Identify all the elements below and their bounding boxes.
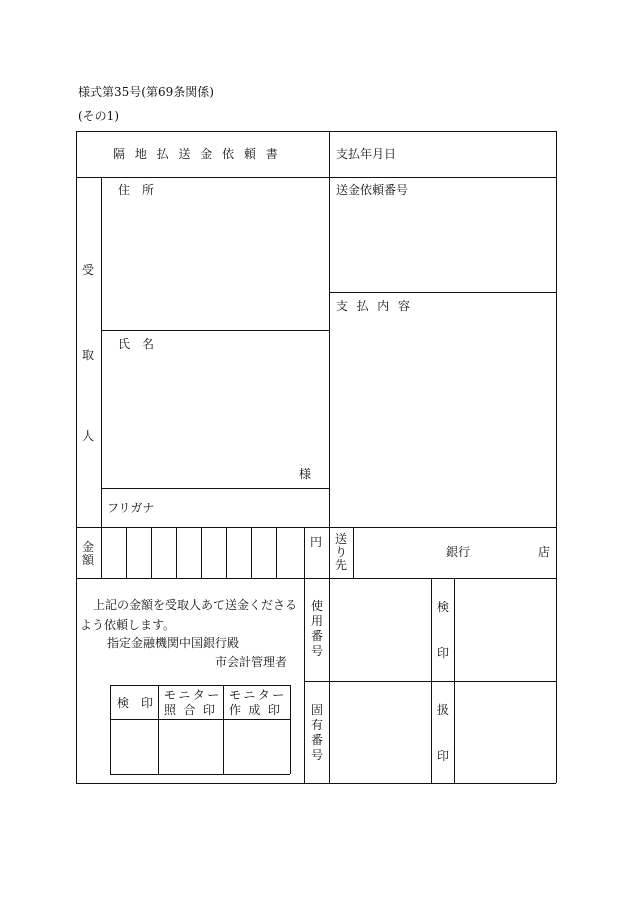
recipient-label-3: 人 xyxy=(81,429,94,443)
use-number-label-1: 使 xyxy=(310,599,323,613)
honorific: 様 xyxy=(299,467,312,481)
pay-date-label: 支払年月日 xyxy=(336,147,397,161)
seal-monitor-make-1: モニター xyxy=(229,688,287,702)
send-to-label-2: り xyxy=(334,545,347,559)
branch-label: 店 xyxy=(538,545,551,559)
bank-label: 銀行 xyxy=(446,545,471,559)
bank-addressee: 指定金融機関中国銀行殿 xyxy=(107,636,240,650)
seal-monitor-check-1: モニター xyxy=(164,688,222,702)
yen-label: 円 xyxy=(310,535,323,549)
remit-number-label: 送金依頼番号 xyxy=(336,183,409,197)
amount-label-1: 金 xyxy=(81,540,94,554)
fixed-number-label-3: 番 xyxy=(310,733,323,747)
use-number-label-4: 号 xyxy=(310,644,323,658)
atsukai-label-1: 扱 xyxy=(436,703,449,717)
recipient-label-1: 受 xyxy=(81,263,94,277)
request-line-2: よう依頼します。 xyxy=(80,618,176,632)
form-subtitle: (その1) xyxy=(78,109,119,123)
send-to-label-3: 先 xyxy=(334,558,347,572)
payment-content-label: 支 払 内 容 xyxy=(336,299,413,313)
fixed-number-label-1: 固 xyxy=(310,703,323,717)
kenin-label-1: 検 xyxy=(436,600,449,614)
fixed-number-label-4: 号 xyxy=(310,748,323,762)
use-number-label-2: 用 xyxy=(310,614,323,628)
treasurer: 市会計管理者 xyxy=(215,655,288,669)
recipient-label-2: 取 xyxy=(81,348,94,362)
furigana-label: フリガナ xyxy=(107,501,155,515)
kenin-label-2: 印 xyxy=(436,646,449,660)
use-number-label-3: 番 xyxy=(310,629,323,643)
form-number: 様式第35号(第69条関係) xyxy=(78,85,214,99)
atsukai-label-2: 印 xyxy=(436,749,449,763)
send-to-label-1: 送 xyxy=(334,532,347,546)
amount-label-2: 額 xyxy=(81,553,94,567)
fixed-number-label-2: 有 xyxy=(310,718,323,732)
seal-monitor-check-2: 照 合 印 xyxy=(164,703,217,717)
seal-inspect-label: 検 印 xyxy=(117,696,154,710)
address-label: 住 所 xyxy=(118,183,155,197)
seal-monitor-make-2: 作 成 印 xyxy=(229,703,282,717)
name-label: 氏 名 xyxy=(118,337,155,351)
form-title: 隔 地 払 送 金 依 頼 書 xyxy=(113,147,281,161)
request-line-1: 上記の金額を受取人あて送金くださる xyxy=(93,598,298,612)
